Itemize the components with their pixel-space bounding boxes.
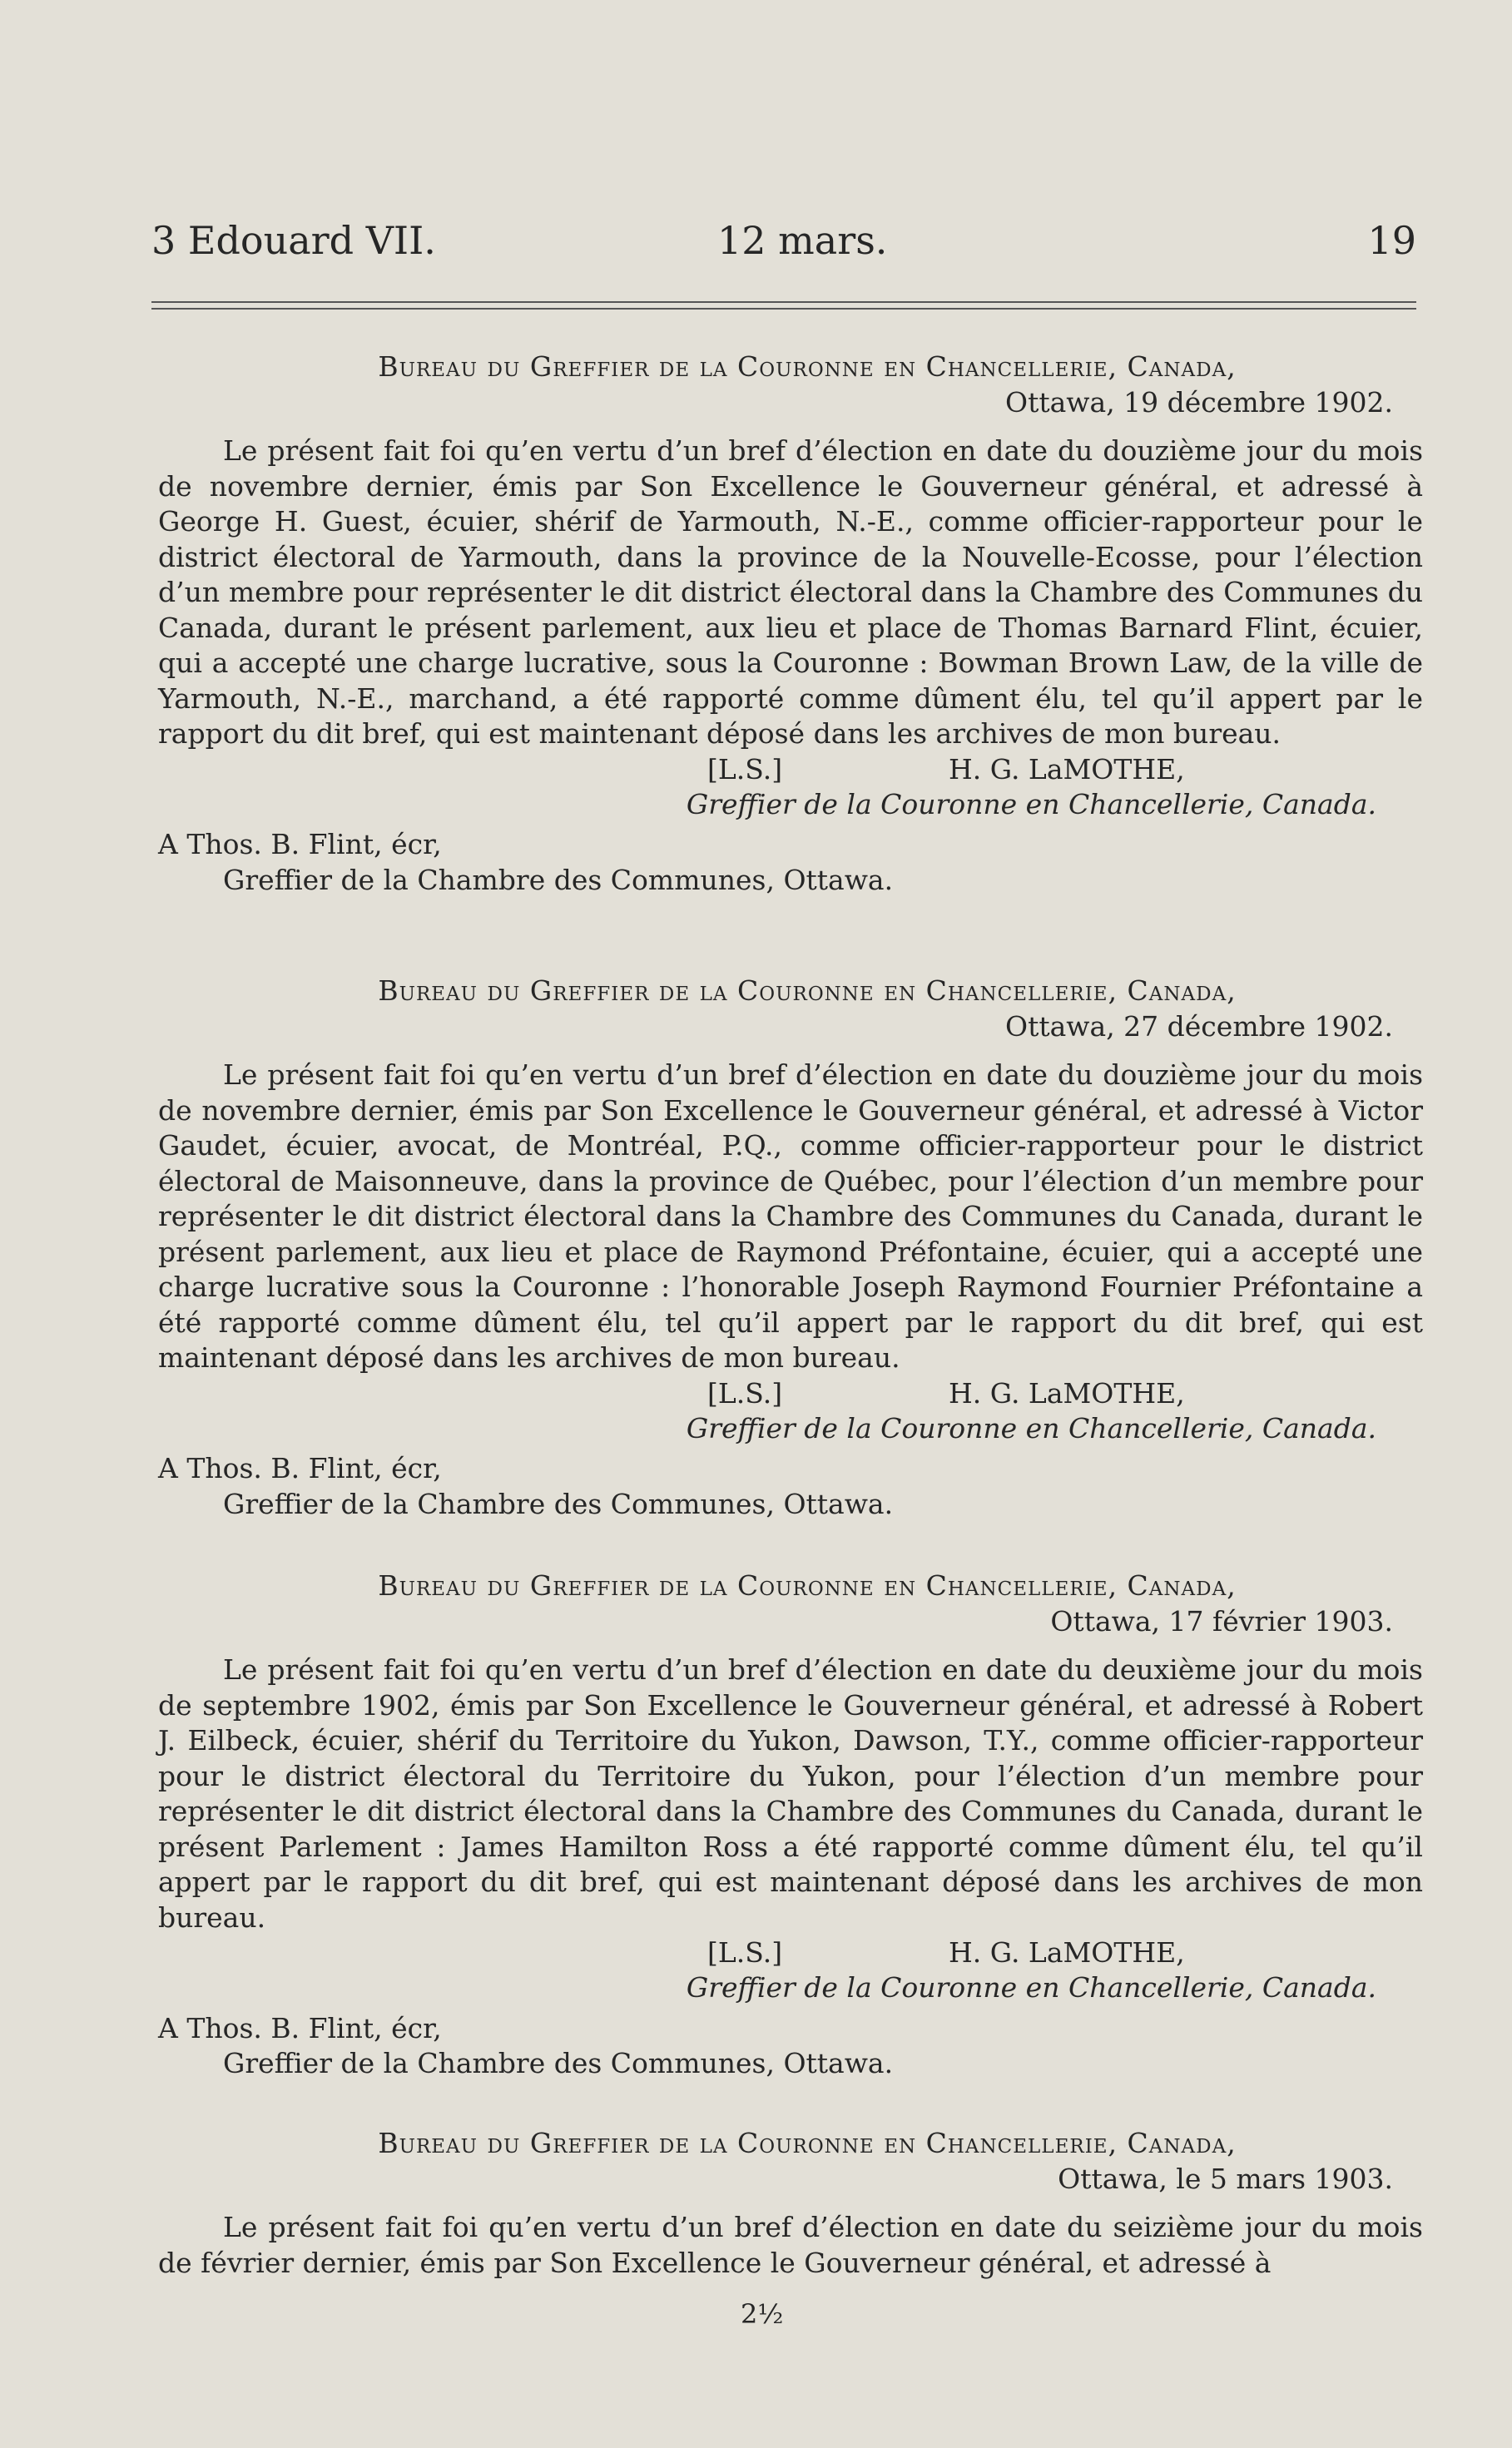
notice-date: Ottawa, 19 décembre 1902. — [1005, 385, 1393, 419]
notice-3 — [158, 1568, 1423, 2082]
notice-bureau: Bureau du Greffier de la Couronne en Chancellerie, Canada, — [378, 974, 1237, 1007]
notice-body: Le présent fait foi qu’en vertu d’un bref d’élection en date du deuxième jour du mois de septembre 1902, émis par Son Excellence le Gouverneur général, et adressé à Robert J. Eilbeck, écuier, shérif du Territoire du Yukon, Dawson, T.Y., comme officier-rapporteur pour le district électoral du Territoire du Yukon, pour l’élection d’un membre pour représenter le dit district électoral dans la Chambre des Communes du Canada, durant le présent Parlement : James Hamilton Ross a été rapporté comme dûment élu, tel qu’il appert par le rapport du dit bref, qui est maintenant déposé dans les archives de mon bureau. — [158, 1653, 1423, 1934]
signer-name: H. G. LaMOTHE, — [949, 1936, 1185, 1969]
addressee: A Thos. B. Flint, écr, — [158, 1452, 442, 1484]
notice-1 — [158, 349, 1423, 898]
header-rule-top — [151, 301, 1416, 303]
header-regnal-year: 3 Edouard VII. — [151, 218, 436, 263]
signature-row — [158, 752, 1423, 787]
notice-body: Le présent fait foi qu’en vertu d’un bref d’élection en date du douzième jour du mois de novembre dernier, émis par Son Excellence le Gouverneur général, et adressé à George H. Guest, écuier, shérif de Yarmouth, N.-E., comme officier-rapporteur pour le district électoral de Yarmouth, dans la province de la Nouvelle-Ecosse, pour l’élection d’un membre pour représenter le dit district électoral dans la Chambre des Communes du Canada, durant le présent parlement, aux lieu et place de Thomas Barnard Flint, écuier, qui a accepté une charge lucrative, sous la Couronne : Bowman Brown Law, de la ville de Yarmouth, N.-E., marchand, a été rapporté comme dûment élu, tel qu’il appert par le rapport du dit bref, qui est maintenant déposé dans les archives de mon bureau. — [158, 434, 1423, 750]
notice-body: Le présent fait foi qu’en vertu d’un bref d’élection en date du seizième jour du mois de février dernier, émis par Son Excellence le Gouverneur général, et adressé à — [158, 2211, 1423, 2279]
page-number: 19 — [1367, 218, 1416, 263]
header-rule-bottom — [151, 308, 1416, 310]
signer-title: Greffier de la Couronne en Chancellerie, Canada. — [686, 1971, 1376, 2004]
signer-name: H. G. LaMOTHE, — [949, 752, 1185, 785]
signer-name: H. G. LaMOTHE, — [949, 1376, 1185, 1410]
notice-2 — [158, 974, 1423, 1522]
notice-bureau: Bureau du Greffier de la Couronne en Chancellerie, Canada, — [378, 350, 1237, 383]
running-header — [151, 218, 1416, 268]
addressee-office: Greffier de la Chambre des Communes, Ottawa. — [223, 1487, 894, 1520]
seal-mark: [L.S.] — [707, 1376, 783, 1410]
signer-title: Greffier de la Couronne en Chancellerie, Canada. — [686, 787, 1376, 820]
signature-row — [158, 1376, 1423, 1411]
addressee-office: Greffier de la Chambre des Communes, Ottawa. — [223, 2047, 894, 2079]
signer-title: Greffier de la Couronne en Chancellerie, Canada. — [686, 1411, 1376, 1445]
notice-bureau: Bureau du Greffier de la Couronne en Chancellerie, Canada, — [378, 1569, 1237, 1602]
notice-date: Ottawa, 17 février 1903. — [1050, 1604, 1393, 1638]
addressee: A Thos. B. Flint, écr, — [158, 2011, 442, 2044]
addressee: A Thos. B. Flint, écr, — [158, 828, 442, 860]
seal-mark: [L.S.] — [707, 752, 783, 785]
header-date: 12 mars. — [717, 218, 888, 263]
notice-4 — [158, 2126, 1423, 2281]
signature-row — [158, 1935, 1423, 1970]
notice-bureau: Bureau du Greffier de la Couronne en Chancellerie, Canada, — [378, 2127, 1237, 2159]
notice-date: Ottawa, 27 décembre 1902. — [1005, 1009, 1393, 1043]
signature-mark: 2½ — [741, 2298, 784, 2330]
notice-date: Ottawa, le 5 mars 1903. — [1058, 2162, 1393, 2195]
addressee-office: Greffier de la Chambre des Communes, Ottawa. — [223, 863, 894, 896]
notice-body: Le présent fait foi qu’en vertu d’un bref d’élection en date du douzième jour du mois de novembre dernier, émis par Son Excellence le Gouverneur général, et adressé à Victor Gaudet, écuier, avocat, de Montréal, P.Q., comme officier-rapporteur pour le district électoral de Maisonneuve, dans la province de Québec, pour l’élection d’un membre pour représenter le dit district électoral dans la Chambre des Communes du Canada, durant le présent parlement, aux lieu et place de Raymond Préfontaine, écuier, qui a accepté une charge lucrative sous la Couronne : l’honorable Joseph Raymond Fournier Préfontaine a été rapporté comme dûment élu, tel qu’il appert par le rapport du dit bref, qui est maintenant déposé dans les archives de mon bureau. — [158, 1058, 1423, 1374]
seal-mark: [L.S.] — [707, 1936, 783, 1969]
